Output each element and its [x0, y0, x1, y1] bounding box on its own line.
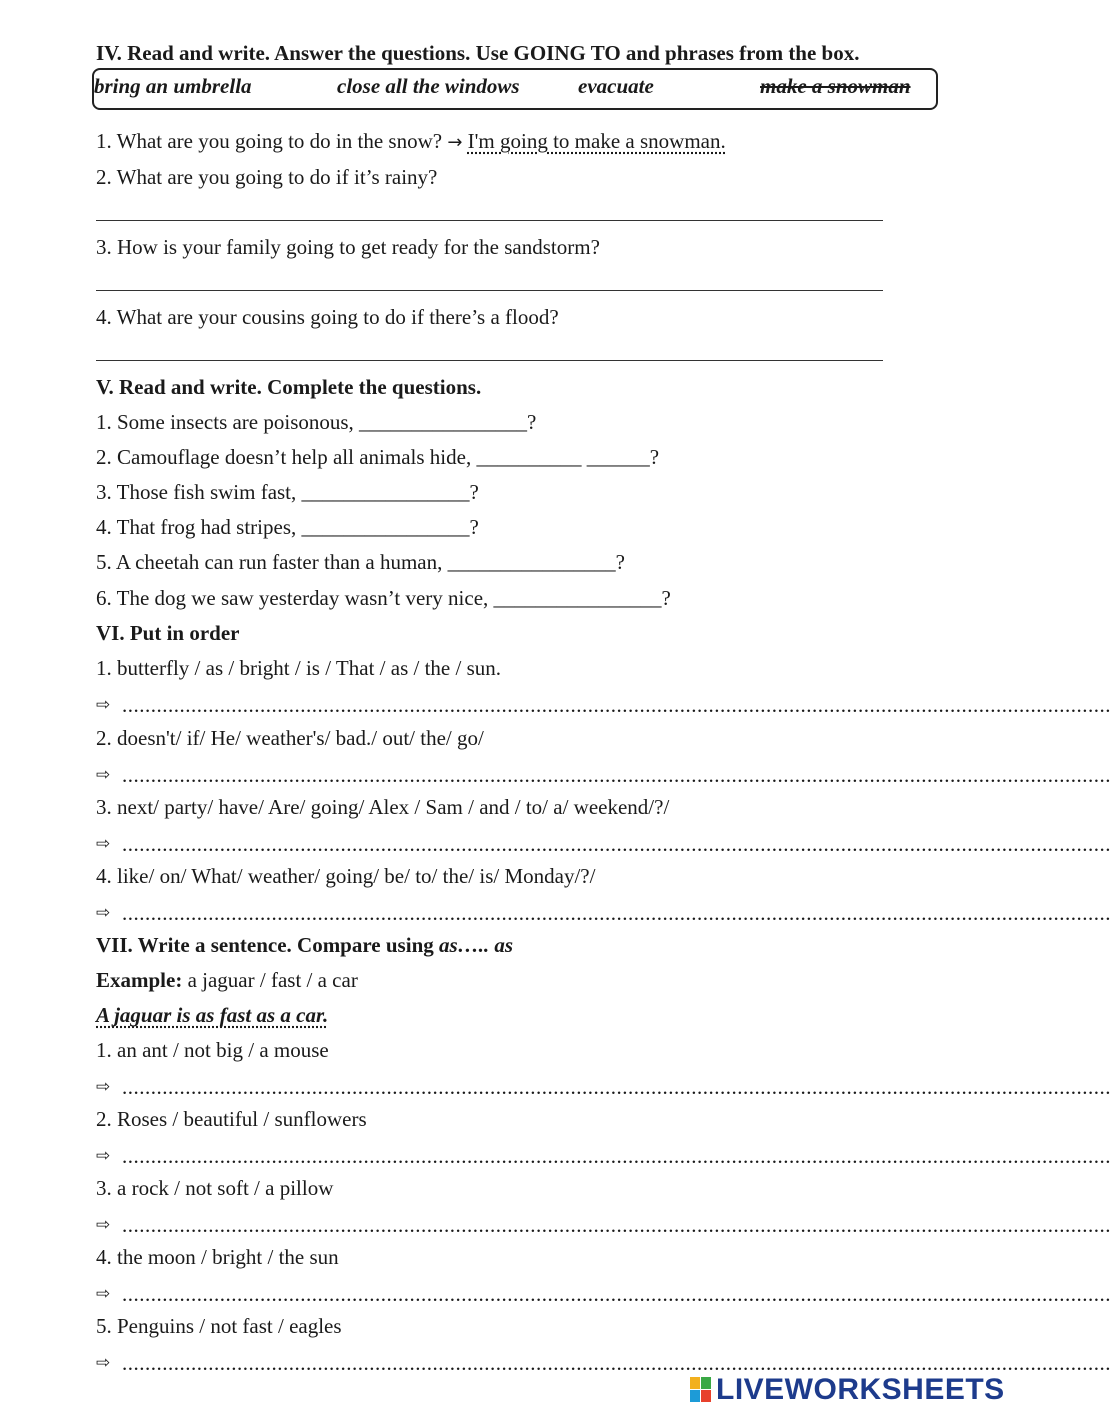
order-item-1: 1. butterfly / as / bright / is / That / as / the / sun. [96, 656, 501, 680]
question-1-text: 1. What are you going to do in the snow? [96, 129, 448, 153]
question-1-answer: I'm going to make a snowman. [467, 129, 726, 153]
example-line: Example: a jaguar / fast / a car [96, 968, 358, 992]
logo-square-1 [690, 1377, 700, 1389]
compare-answer-4[interactable]: ⇨ ............................................................................................................................................................................ [96, 1282, 1111, 1306]
answer-arrow-icon: ⇨ [96, 903, 111, 923]
phrase-close-windows: close all the windows [337, 74, 520, 98]
answer-line-2[interactable] [96, 220, 883, 221]
compare-item-1: 1. an ant / not big / a mouse [96, 1038, 329, 1062]
order-answer-3[interactable]: ⇨ ............................................................................................................................................................................ [96, 832, 1111, 856]
answer-arrow-icon: ⇨ [96, 1146, 111, 1166]
tag-question-3[interactable]: 3. Those fish swim fast, ________________? [96, 480, 479, 504]
answer-arrow-icon: ⇨ [96, 1284, 111, 1304]
answer-arrow-icon: ⇨ [96, 1215, 111, 1235]
section-7-heading: VII. Write a sentence. Compare using as….. as [96, 933, 514, 957]
answer-line-3[interactable] [96, 290, 883, 291]
answer-arrow-icon: ⇨ [96, 834, 111, 854]
compare-answer-3[interactable]: ⇨ ............................................................................................................................................................................ [96, 1213, 1111, 1237]
logo-square-3 [690, 1390, 700, 1402]
section-5-heading: V. Read and write. Complete the questions. [96, 375, 482, 399]
compare-answer-2[interactable]: ⇨ ............................................................................................................................................................................ [96, 1144, 1111, 1168]
answer-line-4[interactable] [96, 360, 883, 361]
phrase-box [92, 68, 938, 110]
answer-arrow-icon: ⇨ [96, 1353, 111, 1373]
phrase-evacuate: evacuate [578, 74, 654, 98]
phrase-make-snowman: make a snowman [760, 74, 911, 98]
order-item-4: 4. like/ on/ What/ weather/ going/ be/ to/ the/ is/ Monday/?/ [96, 864, 596, 888]
logo-text: LIVEWORKSHEETS [716, 1373, 1005, 1406]
order-item-2: 2. doesn't/ if/ He/ weather's/ bad./ out/ the/ go/ [96, 726, 484, 750]
answer-arrow-icon: ⇨ [96, 695, 111, 715]
tag-question-5[interactable]: 5. A cheetah can run faster than a human, ________________? [96, 550, 625, 574]
section-6-heading: VI. Put in order [96, 621, 240, 645]
tag-question-4[interactable]: 4. That frog had stripes, ________________? [96, 515, 479, 539]
tag-question-6[interactable]: 6. The dog we saw yesterday wasn’t very nice, ________________? [96, 586, 671, 610]
section-4-question-4: 4. What are your cousins going to do if there’s a flood? [96, 305, 559, 329]
order-answer-2[interactable]: ⇨ ............................................................................................................................................................................ [96, 763, 1111, 787]
answer-arrow-icon: ⇨ [96, 765, 111, 785]
liveworksheets-logo-icon [690, 1377, 712, 1403]
section-4-heading: IV. Read and write. Answer the questions. Use GOING TO and phrases from the box. [96, 41, 860, 65]
example-answer: A jaguar is as fast as a car. [96, 1003, 329, 1027]
answer-arrow-icon: ⇨ [96, 1077, 111, 1097]
tag-question-1[interactable]: 1. Some insects are poisonous, ________________? [96, 410, 537, 434]
compare-item-2: 2. Roses / beautiful / sunflowers [96, 1107, 367, 1131]
compare-item-4: 4. the moon / bright / the sun [96, 1245, 339, 1269]
right-arrow-icon: → [447, 132, 463, 153]
compare-answer-5[interactable]: ⇨ ............................................................................................................................................................................ [96, 1351, 1111, 1375]
order-item-3: 3. next/ party/ have/ Are/ going/ Alex / Sam / and / to/ a/ weekend/?/ [96, 795, 670, 819]
tag-question-2[interactable]: 2. Camouflage doesn’t help all animals hide, __________ ______? [96, 445, 660, 469]
section-4-question-3: 3. How is your family going to get ready for the sandstorm? [96, 235, 600, 259]
section-4-question-2: 2. What are you going to do if it’s rainy? [96, 165, 438, 189]
liveworksheets-logo [690, 1374, 1005, 1406]
compare-item-5: 5. Penguins / not fast / eagles [96, 1314, 342, 1338]
section-4-question-1 [96, 128, 726, 156]
order-answer-4[interactable]: ⇨ ............................................................................................................................................................................ [96, 901, 1111, 925]
compare-answer-1[interactable]: ⇨ ............................................................................................................................................................................ [96, 1075, 1111, 1099]
logo-square-2 [701, 1377, 711, 1389]
logo-square-4 [701, 1390, 711, 1402]
compare-item-3: 3. a rock / not soft / a pillow [96, 1176, 334, 1200]
order-answer-1[interactable]: ⇨ ............................................................................................................................................................................ [96, 693, 1111, 717]
phrase-bring-umbrella: bring an umbrella [94, 74, 252, 98]
